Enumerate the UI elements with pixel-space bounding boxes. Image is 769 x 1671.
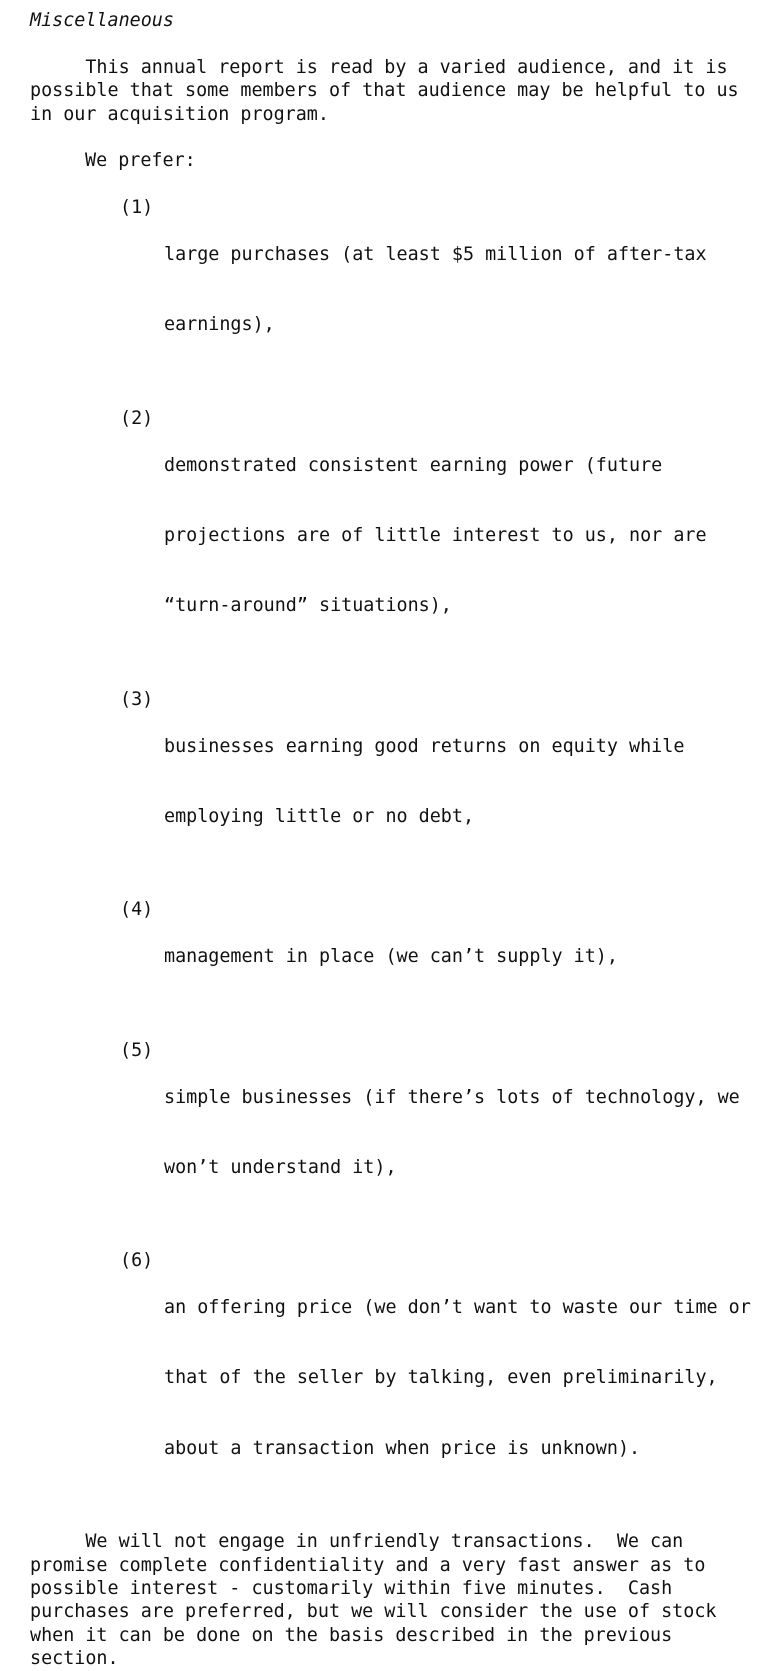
list-item-text: [164, 688, 684, 875]
list-item-line: management in place (we can’t supply it),: [164, 946, 618, 968]
list-item-text: [164, 196, 707, 383]
list-number: (5): [120, 1039, 154, 1061]
list-item-line: won’t understand it),: [164, 1156, 397, 1178]
list-item: [30, 407, 760, 664]
paragraph-line: purchases are preferred, but we will consider the use of stock: [30, 1601, 717, 1623]
spacer: [30, 173, 760, 196]
paragraph-line: possible that some members of that audience may be helpful to us: [30, 80, 739, 102]
list-item-line: earnings),: [164, 314, 275, 336]
list-number: (1): [120, 197, 154, 219]
list-item-line: that of the seller by talking, even preliminarily,: [164, 1367, 718, 1389]
list-item-line: large purchases (at least $5 million of after-tax: [164, 244, 707, 266]
intro-paragraph: [30, 56, 760, 126]
list-item-line: an offering price (we don’t want to waste our time or: [164, 1297, 751, 1319]
preference-intro: We prefer:: [85, 150, 196, 172]
list-item: [30, 688, 760, 875]
closing-paragraph: [30, 1530, 760, 1670]
preference-list: [30, 196, 760, 1507]
list-item-line: about a transaction when price is unknown).: [164, 1437, 641, 1459]
spacer: [30, 32, 760, 55]
list-number: (6): [120, 1250, 154, 1272]
list-item-line: employing little or no debt,: [164, 805, 475, 827]
list-item-line: “turn-around” situations),: [164, 595, 452, 617]
list-item-text: [164, 1249, 751, 1506]
list-item-line: simple businesses (if there’s lots of technology, we: [164, 1086, 740, 1108]
list-number: (3): [120, 688, 154, 710]
paragraph-line: promise complete confidentiality and a very fast answer as to: [30, 1554, 706, 1576]
list-number: (4): [120, 899, 154, 921]
list-item: [30, 196, 760, 383]
list-item-line: demonstrated consistent earning power (future: [164, 454, 663, 476]
paragraph-line: section.: [30, 1648, 119, 1670]
list-item-text: [164, 898, 618, 1015]
section-heading: Miscellaneous: [30, 10, 174, 31]
list-item-text: [164, 407, 707, 664]
paragraph-line: in our acquisition program.: [30, 103, 329, 125]
list-item: [30, 1039, 760, 1226]
list-item-text: [164, 1039, 740, 1226]
list-item-line: projections are of little interest to us, nor are: [164, 524, 707, 546]
paragraph-line: This annual report is read by a varied audience, and it is: [30, 56, 728, 78]
list-item: [30, 1249, 760, 1506]
list-item: [30, 898, 760, 1015]
paragraph-line: when it can be done on the basis described in the previous: [30, 1624, 673, 1646]
list-item-line: businesses earning good returns on equity while: [164, 735, 685, 757]
document-page: [30, 9, 760, 1671]
list-number: (2): [120, 407, 154, 429]
paragraph-line: possible interest - customarily within five minutes. Cash: [30, 1578, 673, 1600]
paragraph-line: We will not engage in unfriendly transactions. We can: [30, 1531, 684, 1553]
spacer: [30, 126, 760, 149]
spacer: [30, 1507, 760, 1530]
